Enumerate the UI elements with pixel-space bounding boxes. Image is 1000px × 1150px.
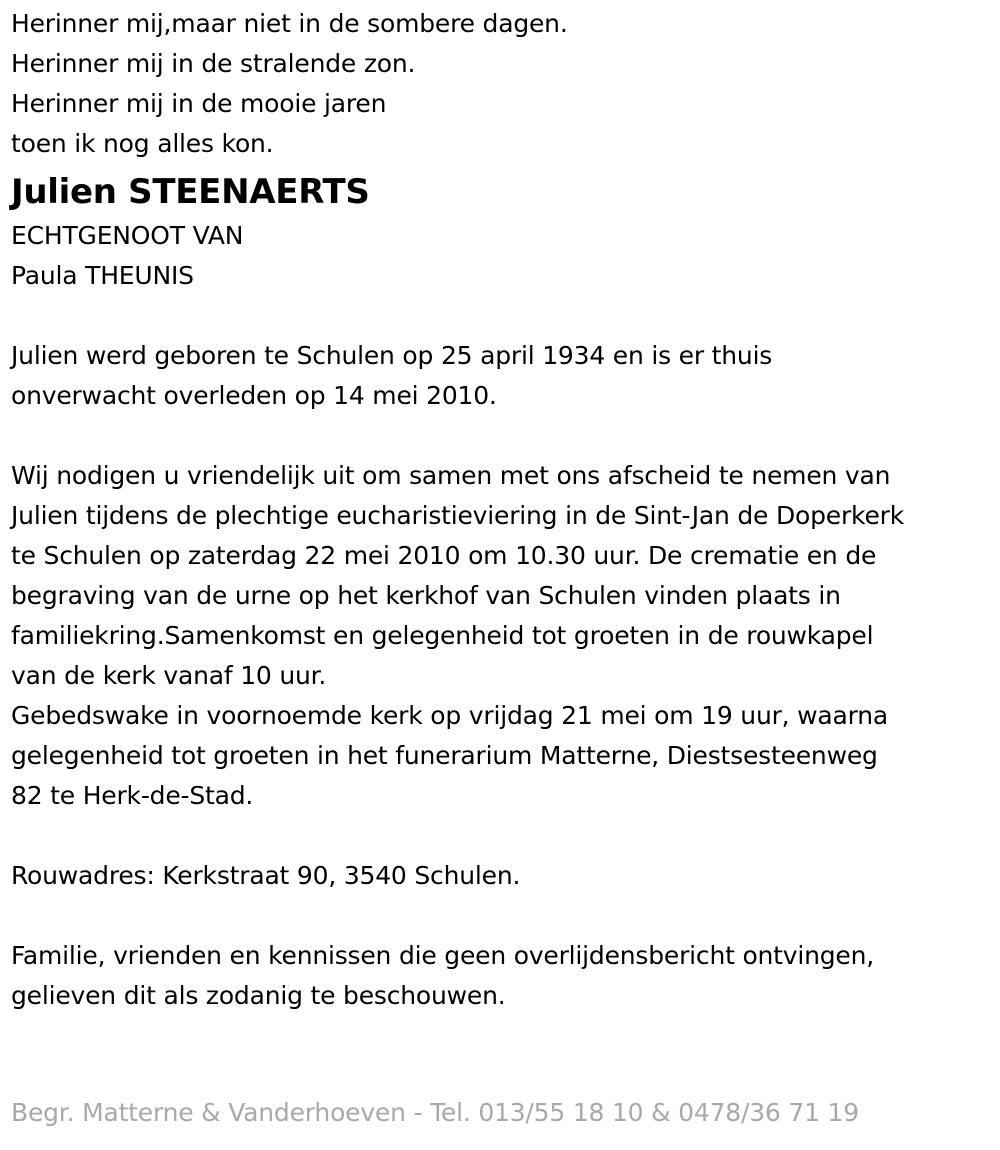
ceremony-paragraph (11, 456, 991, 816)
paragraph-line: 82 te Herk-de-Stad. (11, 781, 254, 810)
notice-paragraph (11, 936, 991, 1016)
paragraph-line: Gebedswake in voornoemde kerk op vrijdag 21 mei om 19 uur, waarna (11, 701, 889, 730)
spacer (11, 816, 991, 856)
spacer (11, 896, 991, 936)
paragraph-line: Julien werd geboren te Schulen op 25 april 1934 en is er thuis (11, 341, 773, 370)
spouse-name: Paula THEUNIS (11, 261, 194, 290)
paragraph-line: gelegenheid tot groeten in het funerarium Matterne, Diestsesteenweg (11, 741, 878, 770)
poem-line: Herinner mij in de stralende zon. (11, 49, 416, 78)
birth-death-paragraph (11, 336, 991, 416)
mourning-address: Rouwadres: Kerkstraat 90, 3540 Schulen. (11, 861, 521, 890)
funeral-home-footer: Begr. Matterne & Vanderhoeven - Tel. 013/55 18 10 & 0478/36 71 19 (11, 1098, 859, 1127)
paragraph-line: Wij nodigen u vriendelijk uit om samen met ons afscheid te nemen van (11, 461, 891, 490)
poem-line: Herinner mij,maar niet in de sombere dagen. (11, 9, 568, 38)
obituary-notice (11, 4, 991, 1016)
poem-line: Herinner mij in de mooie jaren (11, 89, 387, 118)
poem (11, 4, 991, 164)
deceased-name: Julien STEENAERTS (11, 172, 370, 212)
relation-label: ECHTGENOOT VAN (11, 221, 244, 250)
paragraph-line: onverwacht overleden op 14 mei 2010. (11, 381, 497, 410)
paragraph-line: gelieven dit als zodanig te beschouwen. (11, 981, 506, 1010)
paragraph-line: van de kerk vanaf 10 uur. (11, 661, 327, 690)
poem-line: toen ik nog alles kon. (11, 129, 274, 158)
paragraph-line: begraving van de urne op het kerkhof van Schulen vinden plaats in (11, 581, 841, 610)
spacer (11, 296, 991, 336)
paragraph-line: Familie, vrienden en kennissen die geen overlijdensbericht ontvingen, (11, 941, 875, 970)
spacer (11, 416, 991, 456)
paragraph-line: Julien tijdens de plechtige eucharistieviering in de Sint-Jan de Doperkerk (11, 501, 904, 530)
paragraph-line: familiekring.Samenkomst en gelegenheid tot groeten in de rouwkapel (11, 621, 874, 650)
paragraph-line: te Schulen op zaterdag 22 mei 2010 om 10.30 uur. De crematie en de (11, 541, 877, 570)
